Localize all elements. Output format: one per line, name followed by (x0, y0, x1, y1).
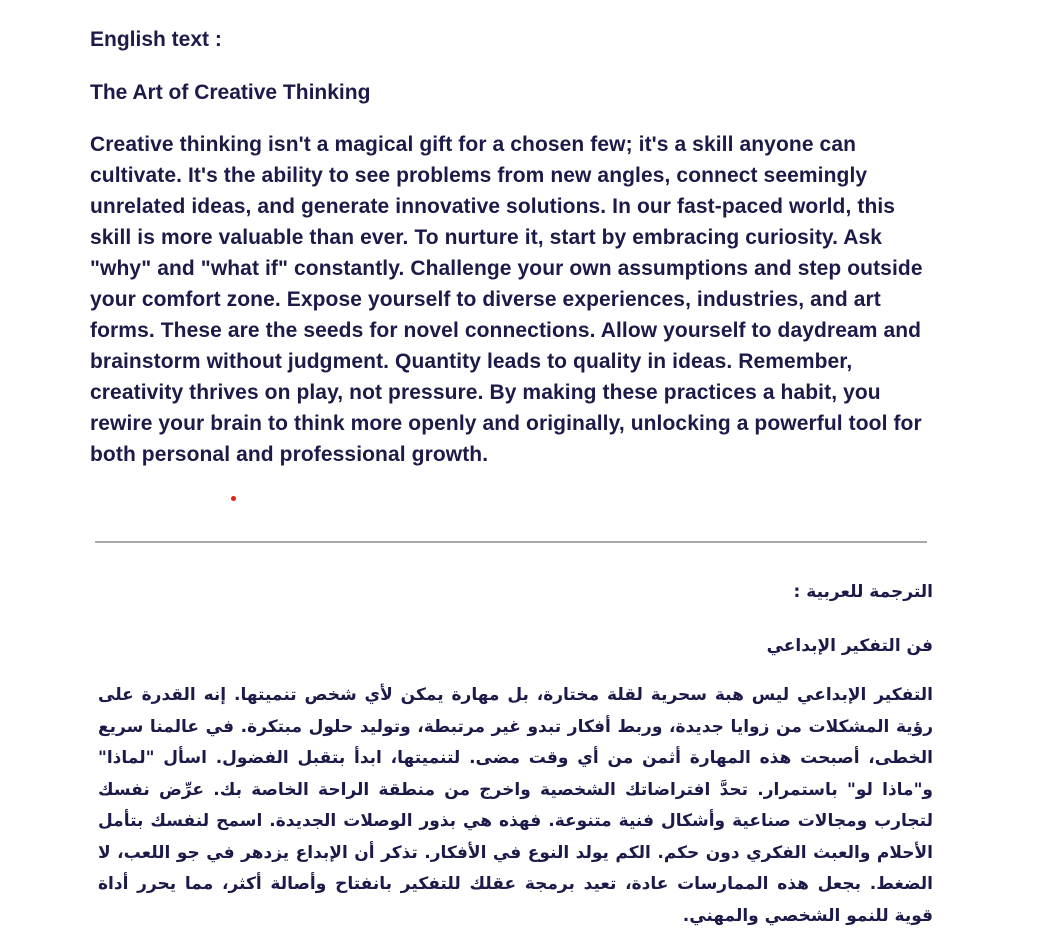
english-body: Creative thinking isn't a magical gift for a chosen few; it's a skill anyone can cultivate. It's the ability to see problems from new angles, connect seemingly unrelated ideas, and generate innovative solutions. In our fast-paced world, this skill is more valuable than ever. To nurture it, start by embracing curiosity. Ask "why" and "what if" constantly. Challenge your own assumptions and step outside your comfort zone. Expose yourself to diverse experiences, industries, and art forms. These are the seeds for novel connections. Allow yourself to daydream and brainstorm without judgment. Quantity leads to quality in ideas. Remember, creativity thrives on play, not pressure. By making these practices a habit, you rewire your brain to think more openly and originally, unlocking a powerful tool for both personal and professional growth. (90, 133, 923, 466)
spellcheck-marker (231, 496, 236, 501)
english-title: The Art of Creative Thinking (90, 81, 371, 104)
arabic-label: الترجمة للعربية : (793, 582, 933, 602)
english-label: English text : (90, 28, 222, 51)
arabic-body: التفكير الإبداعي ليس هبة سحرية لقلة مختارة، بل مهارة يمكن لأي شخص تنميتها. إنه القدرة على رؤية المشكلات من زوايا جديدة، وربط أفكار تبدو غير مرتبطة، وتوليد حلول مبتكرة. في عالمنا سريع الخطى، أصبحت هذه المهارة أثمن من أي وقت مضى. لتنميتها، ابدأ بتقبل الفضول. اسأل "لماذا" و"ماذا لو" باستمرار. تحدَّ افتراضاتك الشخصية واخرج من منطقة الراحة الخاصة بك. عرِّض نفسك لتجارب ومجالات صناعية وأشكال فنية متنوعة. فهذه هي بذور الوصلات الجديدة. اسمح لنفسك بتأمل الأحلام والعبث الفكري دون حكم. الكم يولد النوع في الأفكار. تذكر أن الإبداع يزدهر في جو اللعب، لا الضغط. بجعل هذه الممارسات عادة، تعيد برمجة عقلك للتفكير بانفتاح وأصالة أكثر، مما يحرر أداة قوية للنمو الشخصي والمهني. (98, 685, 933, 926)
section-divider (95, 541, 927, 543)
arabic-title: فن التفكير الإبداعي (766, 636, 933, 656)
english-section (90, 24, 935, 470)
